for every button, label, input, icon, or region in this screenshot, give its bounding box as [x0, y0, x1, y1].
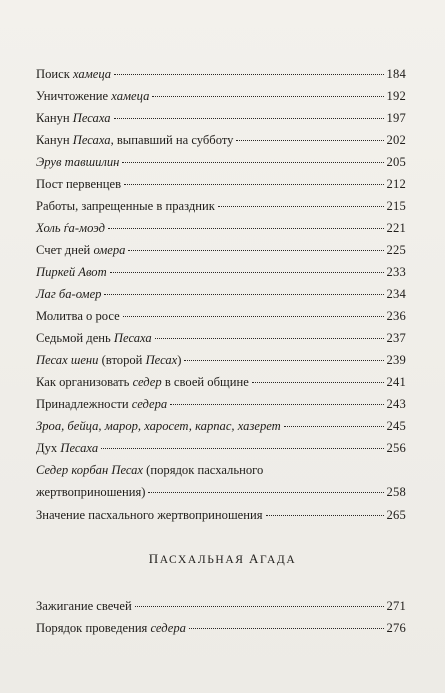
- toc-entry: [36, 441, 406, 456]
- toc-entry-title: [36, 331, 152, 346]
- toc-title-part: Седер корбан Песах: [36, 463, 144, 477]
- toc-page-number: 205: [386, 155, 406, 169]
- toc-title-part: Счет дней: [36, 243, 94, 257]
- toc-page-number: 258: [386, 485, 406, 499]
- toc-title-part: Молитва о росе: [36, 309, 120, 323]
- toc-entry-title: [36, 89, 149, 104]
- toc-entry: [36, 353, 406, 368]
- toc-title-part: седер: [132, 375, 162, 389]
- toc-page-number: 184: [386, 67, 406, 81]
- toc-title-part: седера: [131, 397, 168, 411]
- toc-entry-title: [36, 177, 121, 192]
- toc-page-number: 245: [386, 419, 406, 433]
- toc-entry: [36, 508, 406, 523]
- toc-page-number: 265: [386, 508, 406, 522]
- toc-entry-title: [36, 621, 186, 636]
- toc-title-part: Поиск: [36, 67, 73, 81]
- dot-leader: [284, 426, 384, 427]
- toc-entry-title: [36, 111, 111, 126]
- toc-entry: [36, 309, 406, 324]
- toc-title-part: Дух: [36, 441, 61, 455]
- toc-title-part: Как организовать: [36, 375, 133, 389]
- toc-title-part: Песаха: [113, 331, 152, 345]
- dot-leader: [114, 118, 384, 119]
- toc-title-part: Зажигание свечей: [36, 599, 132, 613]
- toc-entry-title: [36, 485, 145, 500]
- dot-leader: [110, 272, 384, 273]
- toc-title-part: Принадлежности: [36, 397, 132, 411]
- toc-title-part: Значение пасхального жертвоприношения: [36, 508, 263, 522]
- toc-title-part: Уничтожение: [36, 89, 112, 103]
- section-heading: [0, 551, 445, 567]
- toc-title-part: Пост первенцев: [36, 177, 122, 191]
- dot-leader: [252, 382, 384, 383]
- toc-entry: [36, 199, 406, 214]
- dot-leader: [236, 140, 383, 141]
- toc-title-part: Песаха: [72, 133, 111, 147]
- toc-page-number: 239: [386, 353, 406, 367]
- toc-page-number: 256: [386, 441, 406, 455]
- toc-page-number: 192: [386, 89, 406, 103]
- toc-title-part: , выпавший на субботу: [110, 133, 234, 147]
- dot-leader: [218, 206, 384, 207]
- toc-title-part: Песах: [145, 353, 178, 367]
- toc-entry: [36, 221, 406, 236]
- dot-leader: [170, 404, 383, 405]
- toc-entry: [36, 508, 406, 530]
- toc-page-number: 233: [386, 265, 406, 279]
- toc-entry: [36, 485, 406, 500]
- section-heading-text: ПАСХАЛЬНАЯ АГАДА: [148, 551, 297, 566]
- toc-title-part: омера: [93, 243, 126, 257]
- toc-entry: [36, 419, 406, 434]
- toc-page-number: 215: [386, 199, 406, 213]
- toc-page-number: 225: [386, 243, 406, 257]
- dot-leader: [266, 515, 384, 516]
- dot-leader: [184, 360, 383, 361]
- toc-entry: [36, 599, 406, 614]
- dot-leader: [189, 628, 384, 629]
- toc-title-part: хамеца: [111, 89, 150, 103]
- toc-entry: [36, 243, 406, 258]
- toc-page-number: 202: [386, 133, 406, 147]
- toc-entry-multiline: [36, 463, 406, 500]
- toc-entry-title: [36, 419, 281, 434]
- toc-page-number: 221: [386, 221, 406, 235]
- toc-page-number: 234: [386, 287, 406, 301]
- toc-entry: [36, 265, 406, 280]
- table-of-contents: [36, 67, 406, 463]
- toc-entry-title: [36, 287, 101, 302]
- toc-entry-title: [36, 243, 125, 258]
- toc-title-part: Работы, запрещенные в праздник: [36, 199, 215, 213]
- toc-entry-title: [36, 133, 233, 148]
- toc-entry-title: [36, 265, 107, 280]
- toc-title-part: Песах шени: [36, 353, 99, 367]
- toc-entry: [36, 287, 406, 302]
- toc-entry: [36, 111, 406, 126]
- toc-title-part: Лаг ба-омер: [36, 287, 102, 301]
- toc-title-part: Зроа, бейца, марор, харосет, карпас, хазерет: [36, 419, 281, 433]
- toc-entry-title: [36, 599, 132, 614]
- toc-entry: [36, 133, 406, 148]
- dot-leader: [128, 250, 383, 251]
- toc-title-part: Песаха: [72, 111, 111, 125]
- toc-entry: [36, 621, 406, 636]
- toc-title-part: в своей общине: [161, 375, 249, 389]
- dot-leader: [108, 228, 384, 229]
- toc-page-number: 237: [386, 331, 406, 345]
- toc-entry: [36, 397, 406, 412]
- toc-page-number: 212: [386, 177, 406, 191]
- table-of-contents-section-2: [36, 599, 406, 643]
- toc-entry-title: [36, 221, 105, 236]
- toc-entry-title: [36, 309, 120, 324]
- dot-leader: [114, 74, 383, 75]
- toc-entry: [36, 331, 406, 346]
- toc-page-number: 243: [386, 397, 406, 411]
- toc-entry-title-line: [36, 463, 406, 478]
- dot-leader: [122, 162, 383, 163]
- toc-title-part: ): [177, 353, 182, 367]
- toc-entry-title: [36, 199, 215, 214]
- toc-title-part: Холь ѓа-моэд: [36, 221, 105, 235]
- dot-leader: [124, 184, 383, 185]
- dot-leader: [148, 492, 383, 493]
- toc-page-number: 236: [386, 309, 406, 323]
- toc-entry: [36, 155, 406, 170]
- toc-entry-title: [36, 67, 111, 82]
- toc-title-part: жертвоприношения): [36, 485, 146, 499]
- toc-entry: [36, 375, 406, 390]
- toc-entry-title: [36, 441, 98, 456]
- toc-entry-title: [36, 397, 167, 412]
- toc-title-part: Канун: [36, 111, 73, 125]
- dot-leader: [135, 606, 384, 607]
- toc-title-part: седера: [150, 621, 186, 635]
- toc-page-number: 241: [386, 375, 406, 389]
- toc-title-part: Седьмой день: [36, 331, 114, 345]
- toc-title-part: Порядок проведения: [36, 621, 151, 635]
- toc-entry: [36, 89, 406, 104]
- toc-entry-title: [36, 155, 119, 170]
- toc-title-part: хамеца: [73, 67, 112, 81]
- dot-leader: [104, 294, 383, 295]
- toc-entry-title: [36, 375, 249, 390]
- dot-leader: [123, 316, 384, 317]
- toc-page-number: 197: [386, 111, 406, 125]
- dot-leader: [155, 338, 384, 339]
- toc-title-part: Пиркей Авот: [36, 265, 107, 279]
- toc-page-number: 271: [386, 599, 406, 613]
- toc-title-part: (второй: [98, 353, 146, 367]
- toc-entry-title: [36, 353, 181, 368]
- toc-title-part: Песаха: [60, 441, 99, 455]
- toc-page-number: 276: [386, 621, 406, 635]
- toc-title-part: (порядок пасхального: [143, 463, 264, 477]
- toc-title-part: Эрув тавшилин: [36, 155, 120, 169]
- toc-title-part: Канун: [36, 133, 73, 147]
- dot-leader: [152, 96, 383, 97]
- dot-leader: [101, 448, 383, 449]
- toc-entry-title: [36, 508, 263, 523]
- toc-entry: [36, 67, 406, 82]
- toc-entry: [36, 177, 406, 192]
